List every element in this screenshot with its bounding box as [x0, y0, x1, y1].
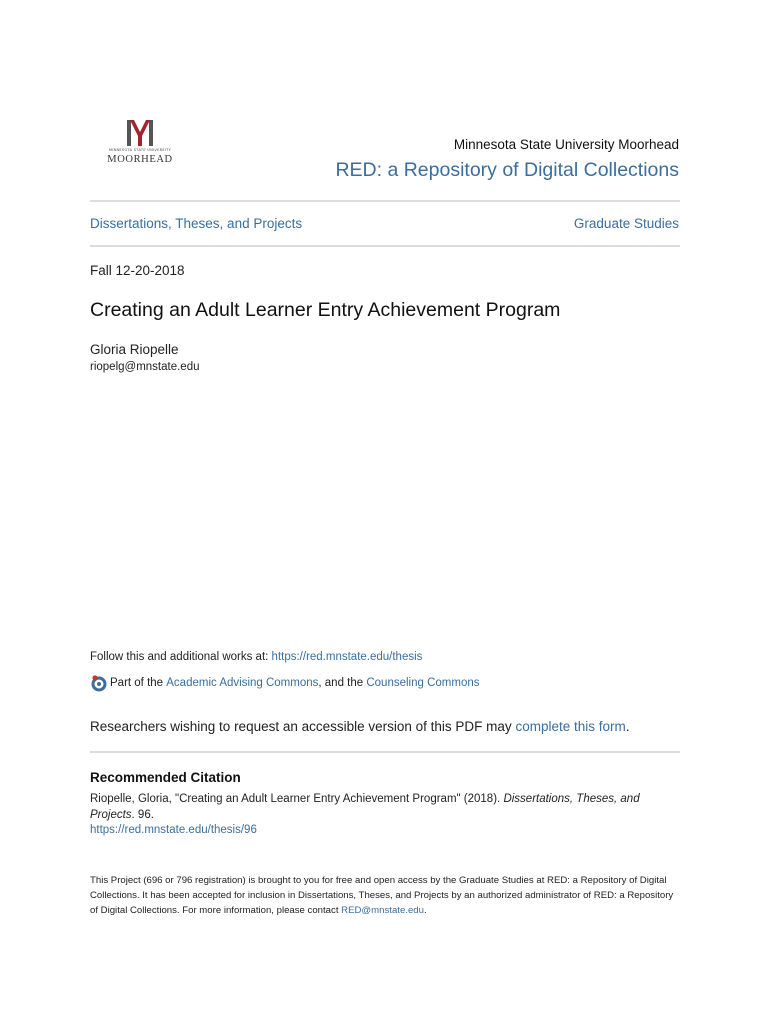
logo-text: MOORHEAD [107, 154, 173, 165]
divider [90, 200, 680, 202]
author-name: Gloria Riopelle [90, 342, 179, 357]
complete-form-link[interactable]: complete this form [515, 719, 626, 734]
accessible-version-note [90, 719, 630, 734]
msum-logo[interactable] [97, 116, 183, 172]
contact-email-link[interactable]: RED@mnstate.edu [341, 905, 424, 916]
counseling-commons-link[interactable]: Counseling Commons [366, 677, 480, 689]
citation-heading: Recommended Citation [90, 770, 241, 785]
department-link[interactable]: Graduate Studies [573, 216, 679, 231]
collection-link[interactable]: Dissertations, Theses, and Projects [90, 216, 303, 231]
citation-text-1: Riopelle, Gloria, "Creating an Adult Learner Entry Achievement Program" (2018). [90, 793, 504, 805]
part-of-prefix: Part of the [110, 677, 164, 689]
part-of-connector: , and the [318, 677, 364, 689]
accessible-text: Researchers wishing to request an accessible version of this PDF may [90, 719, 516, 734]
msum-logo-icon [97, 116, 183, 148]
follow-link[interactable]: https://red.mnstate.edu/thesis [271, 651, 423, 663]
academic-advising-commons-link[interactable]: Academic Advising Commons [166, 677, 319, 689]
follow-label: Follow this and additional works at: [90, 651, 272, 663]
logo-small-text: MINNESOTA STATE UNIVERSITY [108, 148, 172, 152]
part-of-line [90, 674, 480, 692]
follow-line [90, 651, 422, 663]
citation-text-2: . 96. [131, 809, 154, 821]
divider [90, 751, 680, 753]
citation-text [90, 791, 682, 823]
citation-url-link[interactable]: https://red.mnstate.edu/thesis/96 [90, 824, 257, 836]
publication-date: Fall 12-20-2018 [90, 263, 185, 278]
access-notice [90, 873, 682, 918]
document-title: Creating an Adult Learner Entry Achievement Program [90, 299, 561, 321]
notice-text: This Project (696 or 796 registration) is brought to you for free and open access by the Graduate Studies at RED: a Repository of Digital Collections. It has been accepted for inclusion in Dissertations, Theses, and Projects by an authorized administrator of RED: a Repository of Digital Collections. For more information, please contact [90, 875, 674, 916]
network-commons-icon [90, 674, 108, 692]
citation-series: Dissertations, Theses, and Projects [90, 793, 640, 821]
notice-suffix: . [423, 905, 427, 916]
author-email: riopelg@mnstate.edu [90, 361, 200, 373]
divider [90, 245, 680, 247]
repository-link[interactable]: RED: a Repository of Digital Collections [335, 159, 679, 181]
university-name: Minnesota State University Moorhead [453, 137, 679, 152]
accessible-suffix: . [625, 719, 630, 734]
